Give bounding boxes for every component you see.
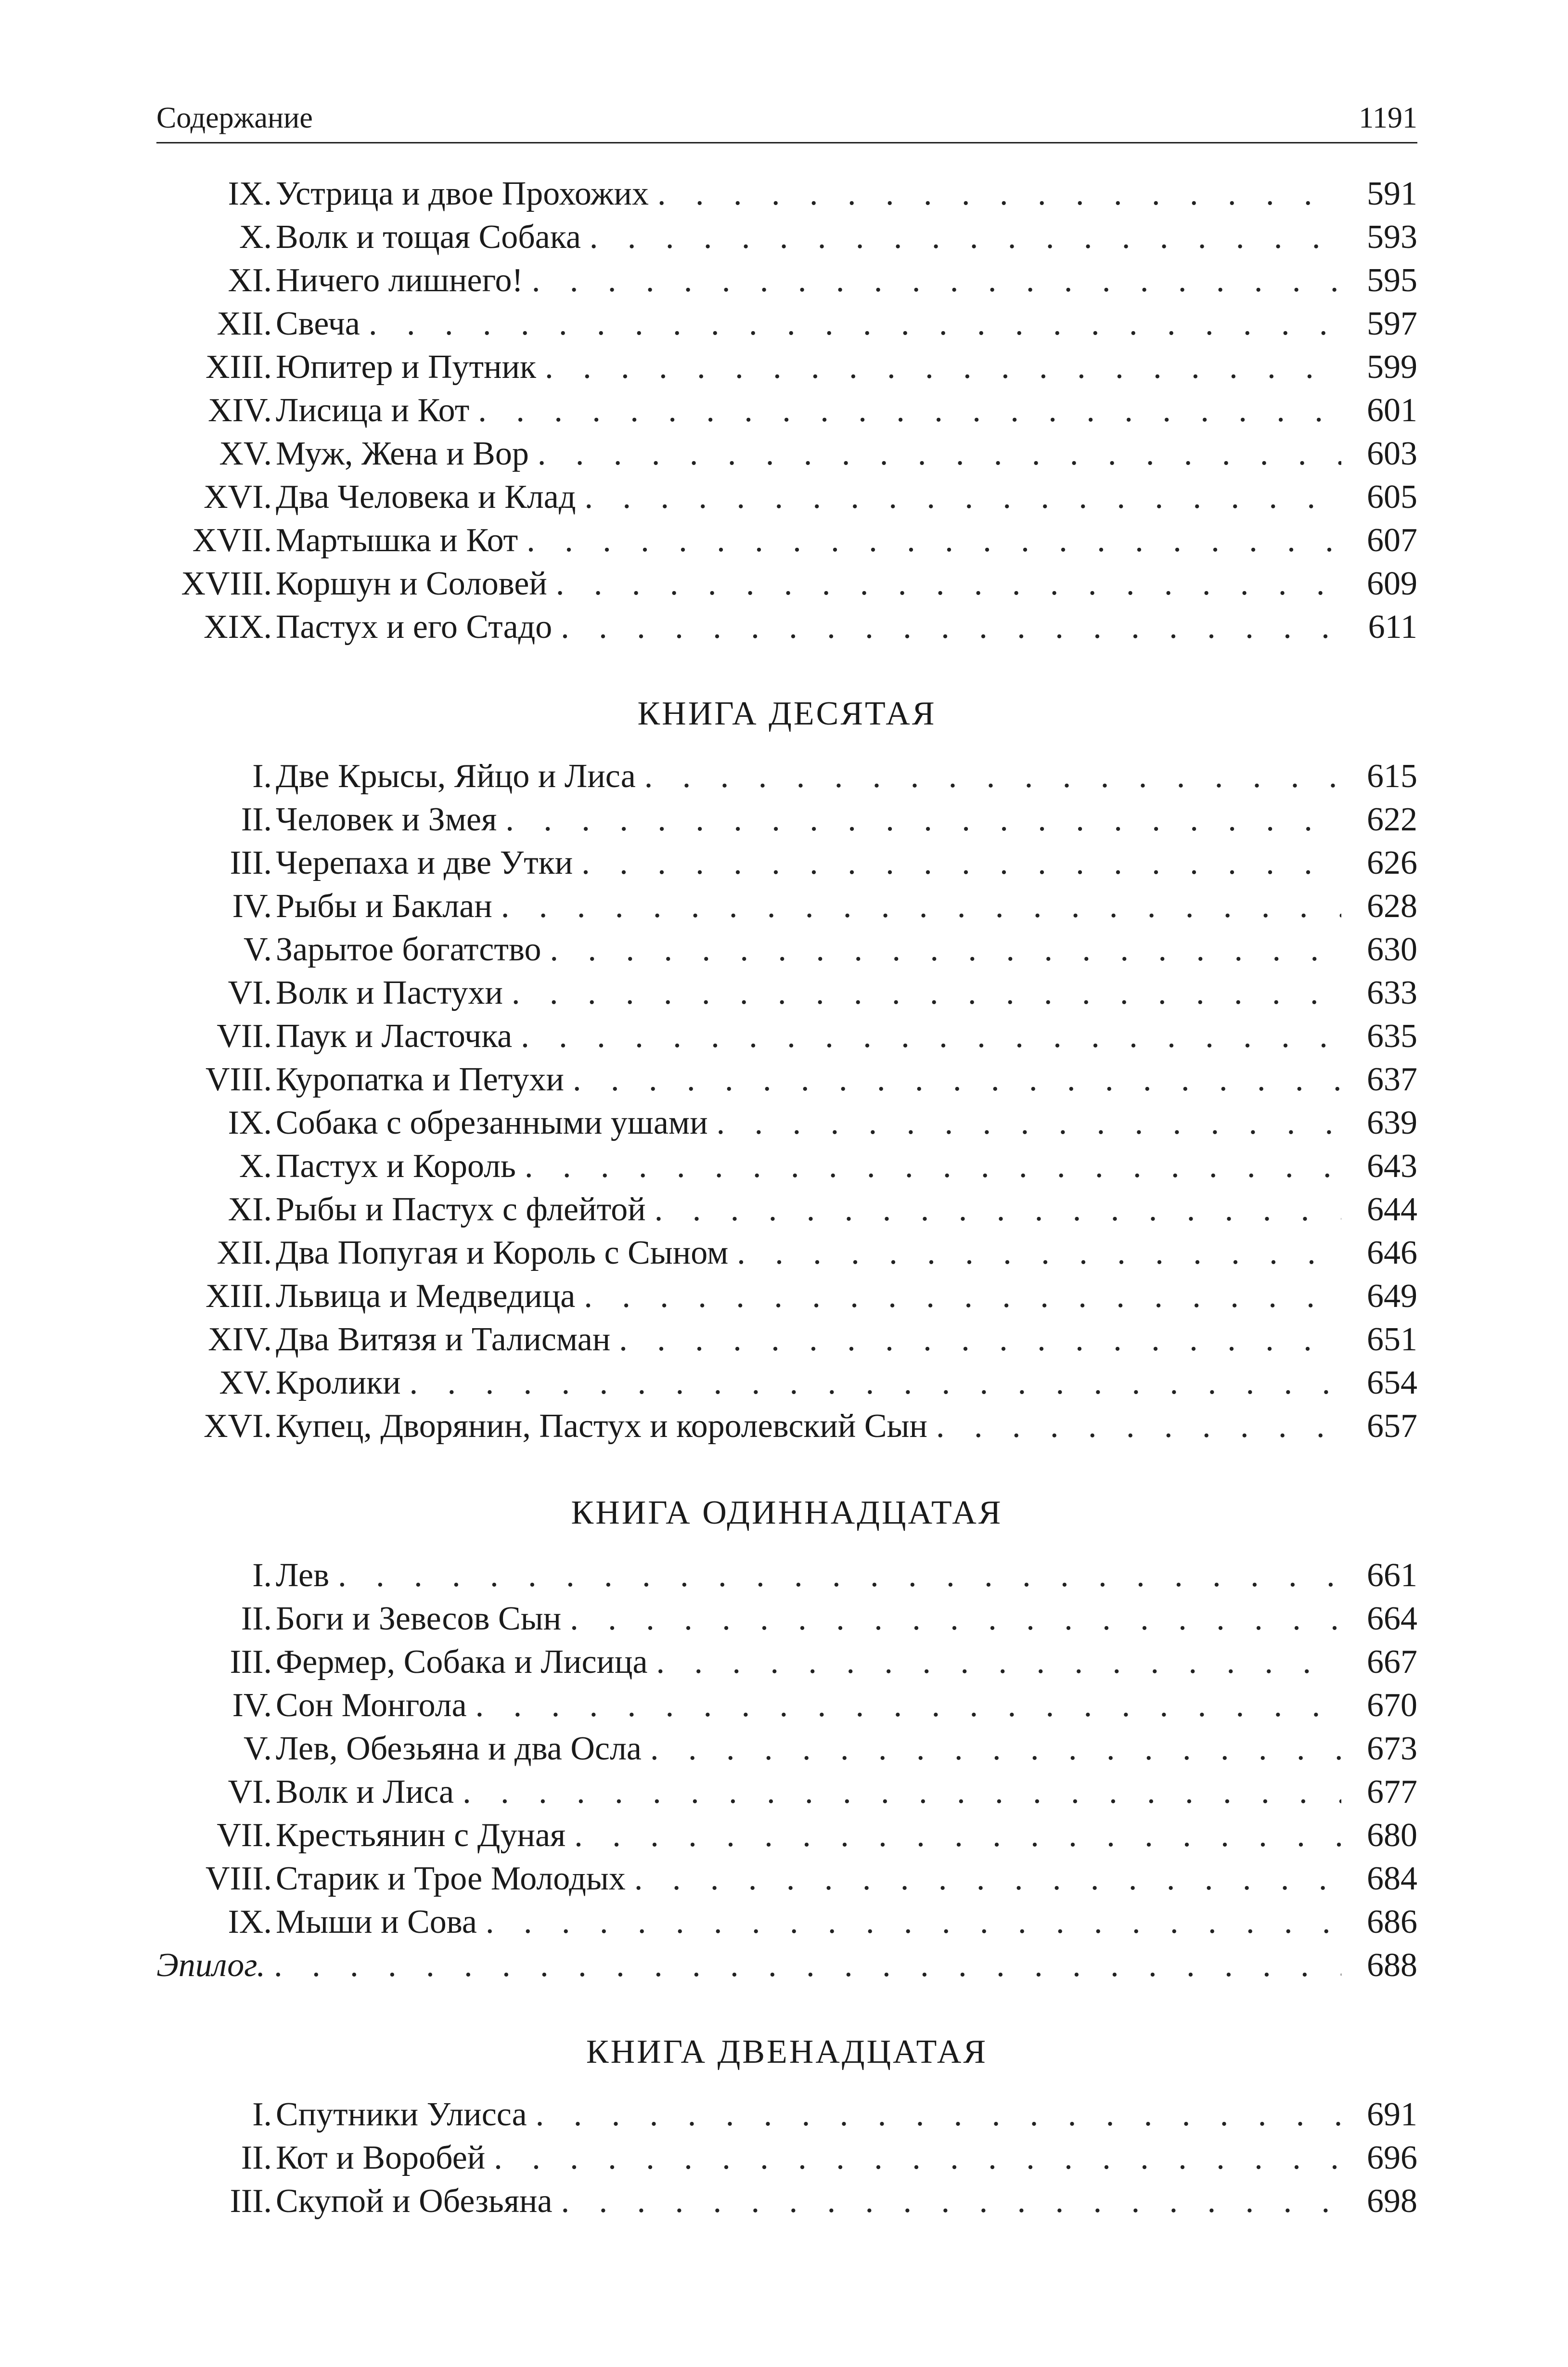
entry-number: IV. xyxy=(232,888,272,925)
entry-number: VIII. xyxy=(206,1860,272,1897)
toc-entry[interactable] xyxy=(156,302,1417,346)
entry-title: Куропатка и Петухи xyxy=(276,1061,564,1098)
entry-number: VI. xyxy=(228,974,272,1011)
dot-leader xyxy=(369,302,1341,346)
entry-page-number: 633 xyxy=(1367,974,1417,1011)
entry-page-number: 639 xyxy=(1367,1104,1417,1141)
toc-entry[interactable] xyxy=(156,1727,1417,1771)
entry-number: VIII. xyxy=(206,1061,272,1098)
entry-title: Юпитер и Путник xyxy=(276,349,537,386)
entry-page-number: 646 xyxy=(1367,1234,1417,1271)
entry-title: Ничего лишнего! xyxy=(276,262,523,299)
entry-page-number: 673 xyxy=(1367,1730,1417,1767)
dot-leader xyxy=(527,519,1341,562)
dot-leader xyxy=(338,1554,1341,1597)
entry-title: Человек и Змея xyxy=(276,801,497,838)
dot-leader xyxy=(650,1727,1341,1771)
entry-title: Паук и Ласточка xyxy=(276,1018,513,1055)
entry-title: Рыбы и Пастух с флейтой xyxy=(276,1191,646,1228)
entry-page-number: 684 xyxy=(1367,1860,1417,1897)
dot-leader xyxy=(512,971,1341,1015)
entry-page-number: 628 xyxy=(1367,888,1417,925)
entry-page-number: 597 xyxy=(1367,305,1417,342)
dot-leader xyxy=(634,1857,1341,1901)
toc-entry[interactable] xyxy=(156,1015,1417,1058)
dot-leader xyxy=(573,1058,1341,1101)
entry-number: I. xyxy=(252,2096,272,2133)
entry-page-number: 615 xyxy=(1367,758,1417,795)
running-head xyxy=(156,94,1417,143)
entry-page-number: 657 xyxy=(1367,1408,1417,1445)
dot-leader xyxy=(478,389,1341,432)
dot-leader xyxy=(584,476,1341,519)
entry-number: II. xyxy=(241,801,272,838)
entry-page-number: 591 xyxy=(1367,175,1417,212)
entry-page-number: 630 xyxy=(1367,931,1417,968)
toc-entry[interactable] xyxy=(156,1771,1417,1814)
entry-title: Боги и Зевесов Сын xyxy=(276,1600,562,1637)
entry-title: Купец, Дворянин, Пастух и королевский Сын xyxy=(276,1408,927,1445)
entry-title: Лев xyxy=(276,1557,330,1594)
toc-entry[interactable] xyxy=(156,1231,1417,1275)
dot-leader xyxy=(717,1101,1341,1145)
dot-leader xyxy=(545,346,1341,389)
entry-title: Старик и Трое Молодых xyxy=(276,1860,626,1897)
entry-number: XIII. xyxy=(206,1278,272,1315)
dot-leader xyxy=(274,1944,1341,1987)
toc-entry[interactable] xyxy=(156,1814,1417,1857)
entry-title: Лисица и Кот xyxy=(276,392,470,429)
entry-title: Волк и Пастухи xyxy=(276,974,503,1011)
entry-number: I. xyxy=(252,1557,272,1594)
toc-entry[interactable] xyxy=(156,971,1417,1015)
entry-page-number: 686 xyxy=(1367,1903,1417,1940)
entry-title: Лев, Обезьяна и два Осла xyxy=(276,1730,642,1767)
entry-number: XII. xyxy=(217,1234,272,1271)
dot-leader xyxy=(463,1771,1341,1814)
entry-page-number: 644 xyxy=(1367,1191,1417,1228)
dot-leader xyxy=(737,1231,1341,1275)
toc-entry[interactable] xyxy=(156,1641,1417,1684)
entry-number: XV. xyxy=(219,1364,272,1401)
toc-entry-epilogue[interactable] xyxy=(156,1944,1417,1987)
dot-leader xyxy=(656,1641,1341,1684)
entry-title: Зарытое богатство xyxy=(276,931,541,968)
entry-number: XII. xyxy=(217,305,272,342)
entry-title: Две Крысы, Яйцо и Лиса xyxy=(276,758,636,795)
entry-number: II. xyxy=(241,1600,272,1637)
entry-number: IX. xyxy=(228,1104,272,1141)
entry-page-number: 605 xyxy=(1367,479,1417,516)
entry-page-number: 696 xyxy=(1367,2139,1417,2176)
entry-number: II. xyxy=(241,2139,272,2176)
entry-number: IV. xyxy=(232,1687,272,1724)
entry-number: X. xyxy=(239,1148,272,1185)
toc-entry[interactable] xyxy=(156,1275,1417,1318)
entry-title: Спутники Улисса xyxy=(276,2096,527,2133)
toc-entry[interactable] xyxy=(156,519,1417,562)
entry-title: Крестьянин с Дуная xyxy=(276,1817,566,1854)
toc-entry[interactable] xyxy=(156,606,1417,649)
entry-title: Черепаха и две Утки xyxy=(276,844,573,881)
dot-leader xyxy=(657,172,1341,216)
entry-number: III. xyxy=(230,2183,272,2220)
entry-page-number: 601 xyxy=(1367,392,1417,429)
entry-number: XIV. xyxy=(208,1321,272,1358)
entry-title: Волк и тощая Собака xyxy=(276,219,581,256)
entry-title: Собака с обрезанными ушами xyxy=(276,1104,708,1141)
entry-page-number: 654 xyxy=(1367,1364,1417,1401)
entry-number: XI. xyxy=(228,262,272,299)
toc-entry[interactable] xyxy=(156,2093,1417,2136)
dot-leader xyxy=(410,1361,1341,1405)
entry-number: III. xyxy=(230,844,272,881)
toc-entry[interactable] xyxy=(156,928,1417,971)
entry-number: V. xyxy=(243,931,272,968)
toc-page xyxy=(156,94,1417,2223)
entry-page-number: 599 xyxy=(1367,349,1417,386)
entry-number: III. xyxy=(230,1643,272,1681)
dot-leader xyxy=(476,1684,1341,1727)
dot-leader xyxy=(556,562,1341,606)
toc-entry[interactable] xyxy=(156,389,1417,432)
toc-entry[interactable] xyxy=(156,1901,1417,1944)
dot-leader xyxy=(590,216,1341,259)
entry-page-number: 661 xyxy=(1367,1557,1417,1594)
dot-leader xyxy=(584,1275,1341,1318)
entry-page-number: 691 xyxy=(1367,2096,1417,2133)
entry-number: XVI. xyxy=(204,1408,272,1445)
toc-entry[interactable] xyxy=(156,432,1417,476)
dot-leader xyxy=(570,1597,1341,1641)
toc-entry[interactable] xyxy=(156,476,1417,519)
entry-page-number: 680 xyxy=(1367,1817,1417,1854)
toc-list xyxy=(156,172,1417,2223)
entry-page-number: 607 xyxy=(1367,522,1417,559)
toc-entry[interactable] xyxy=(156,841,1417,885)
toc-entry[interactable] xyxy=(156,755,1417,798)
entry-page-number: 643 xyxy=(1367,1148,1417,1185)
book-heading: КНИГА ДЕСЯТАЯ xyxy=(637,695,937,732)
toc-entry[interactable] xyxy=(156,1597,1417,1641)
dot-leader xyxy=(521,1015,1341,1058)
entry-title: Два Витязя и Талисман xyxy=(276,1321,611,1358)
dot-leader xyxy=(561,2180,1341,2223)
entry-number: XV. xyxy=(219,435,272,472)
book-heading: КНИГА ОДИННАДЦАТАЯ xyxy=(571,1494,1003,1531)
entry-page-number: 603 xyxy=(1367,435,1417,472)
toc-entry[interactable] xyxy=(156,1684,1417,1727)
entry-page-number: 609 xyxy=(1367,565,1417,602)
entry-title: Рыбы и Баклан xyxy=(276,888,492,925)
entry-title: Скупой и Обезьяна xyxy=(276,2183,553,2220)
entry-title: Два Человека и Клад xyxy=(276,479,576,516)
entry-page-number: 698 xyxy=(1367,2183,1417,2220)
entry-page-number: 649 xyxy=(1367,1278,1417,1315)
dot-leader xyxy=(644,755,1341,798)
entry-number: VII. xyxy=(217,1018,272,1055)
toc-entry[interactable] xyxy=(156,1405,1417,1448)
book-heading: КНИГА ДВЕНАДЦАТАЯ xyxy=(586,2033,988,2070)
toc-entry[interactable] xyxy=(156,2180,1417,2223)
entry-number: VI. xyxy=(228,1773,272,1811)
entry-number: IX. xyxy=(228,1903,272,1940)
toc-entry[interactable] xyxy=(156,1145,1417,1188)
dot-leader xyxy=(581,841,1341,885)
entry-page-number: 626 xyxy=(1367,844,1417,881)
dot-leader xyxy=(619,1318,1341,1361)
entry-title: Мартышка и Кот xyxy=(276,522,518,559)
toc-entry[interactable] xyxy=(156,798,1417,841)
entry-page-number: 651 xyxy=(1367,1321,1417,1358)
entry-title: Два Попугая и Король с Сыном xyxy=(276,1234,729,1271)
entry-title: Львица и Медведица xyxy=(276,1278,576,1315)
entry-number: I. xyxy=(252,758,272,795)
toc-entry[interactable] xyxy=(156,1318,1417,1361)
entry-page-number: 688 xyxy=(1367,1947,1417,1984)
entry-number: XVIII. xyxy=(181,565,272,602)
dot-leader xyxy=(532,259,1341,302)
dot-leader xyxy=(505,798,1341,841)
entry-page-number: 670 xyxy=(1367,1687,1417,1724)
toc-entry[interactable] xyxy=(156,2136,1417,2180)
entry-title: Эпилог. xyxy=(156,1947,266,1984)
toc-entry[interactable] xyxy=(156,885,1417,928)
entry-page-number: 664 xyxy=(1367,1600,1417,1637)
entry-title: Волк и Лиса xyxy=(276,1773,454,1811)
entry-page-number: 635 xyxy=(1367,1018,1417,1055)
dot-leader xyxy=(655,1188,1341,1231)
toc-entry[interactable] xyxy=(156,216,1417,259)
entry-page-number: 593 xyxy=(1367,219,1417,256)
dot-leader xyxy=(486,1901,1341,1944)
entry-number: IX. xyxy=(228,175,272,212)
entry-page-number: 622 xyxy=(1367,801,1417,838)
entry-number: V. xyxy=(243,1730,272,1767)
dot-leader xyxy=(936,1405,1341,1448)
dot-leader xyxy=(494,2136,1341,2180)
toc-entry[interactable] xyxy=(156,172,1417,216)
dot-leader xyxy=(501,885,1341,928)
running-head-title: Содержание xyxy=(156,102,313,134)
running-head-page-number: 1191 xyxy=(1359,102,1417,134)
entry-title: Фермер, Собака и Лисица xyxy=(276,1643,648,1681)
entry-number: XI. xyxy=(228,1191,272,1228)
toc-entry[interactable] xyxy=(156,259,1417,302)
entry-title: Кот и Воробей xyxy=(276,2139,486,2176)
entry-number: XIII. xyxy=(206,349,272,386)
dot-leader xyxy=(561,606,1341,649)
entry-number: VII. xyxy=(217,1817,272,1854)
entry-page-number: 667 xyxy=(1367,1643,1417,1681)
toc-entry[interactable] xyxy=(156,1101,1417,1145)
entry-number: XIX. xyxy=(204,608,272,646)
entry-page-number: 595 xyxy=(1367,262,1417,299)
toc-entry[interactable] xyxy=(156,346,1417,389)
entry-title: Мыши и Сова xyxy=(276,1903,477,1940)
entry-title: Пастух и его Стадо xyxy=(276,608,553,646)
toc-entry[interactable] xyxy=(156,1554,1417,1597)
entry-number: XVI. xyxy=(204,479,272,516)
dot-leader xyxy=(536,2093,1341,2136)
entry-page-number: 637 xyxy=(1367,1061,1417,1098)
dot-leader xyxy=(550,928,1341,971)
entry-page-number: 677 xyxy=(1367,1773,1417,1811)
entry-number: X. xyxy=(239,219,272,256)
toc-entry[interactable] xyxy=(156,1361,1417,1405)
toc-entry[interactable] xyxy=(156,1058,1417,1101)
entry-title: Коршун и Соловей xyxy=(276,565,547,602)
entry-title: Свеча xyxy=(276,305,360,342)
entry-number: XVII. xyxy=(192,522,272,559)
entry-title: Сон Монгола xyxy=(276,1687,467,1724)
entry-title: Устрица и двое Прохожих xyxy=(276,175,649,212)
entry-page-number: 611 xyxy=(1368,608,1417,646)
entry-number: XIV. xyxy=(208,392,272,429)
toc-entry[interactable] xyxy=(156,1857,1417,1901)
entry-title: Пастух и Король xyxy=(276,1148,516,1185)
toc-entry[interactable] xyxy=(156,562,1417,606)
toc-entry[interactable] xyxy=(156,1188,1417,1231)
entry-title: Кролики xyxy=(276,1364,401,1401)
dot-leader xyxy=(574,1814,1341,1857)
dot-leader xyxy=(525,1145,1341,1188)
dot-leader xyxy=(538,432,1341,476)
entry-title: Муж, Жена и Вор xyxy=(276,435,529,472)
